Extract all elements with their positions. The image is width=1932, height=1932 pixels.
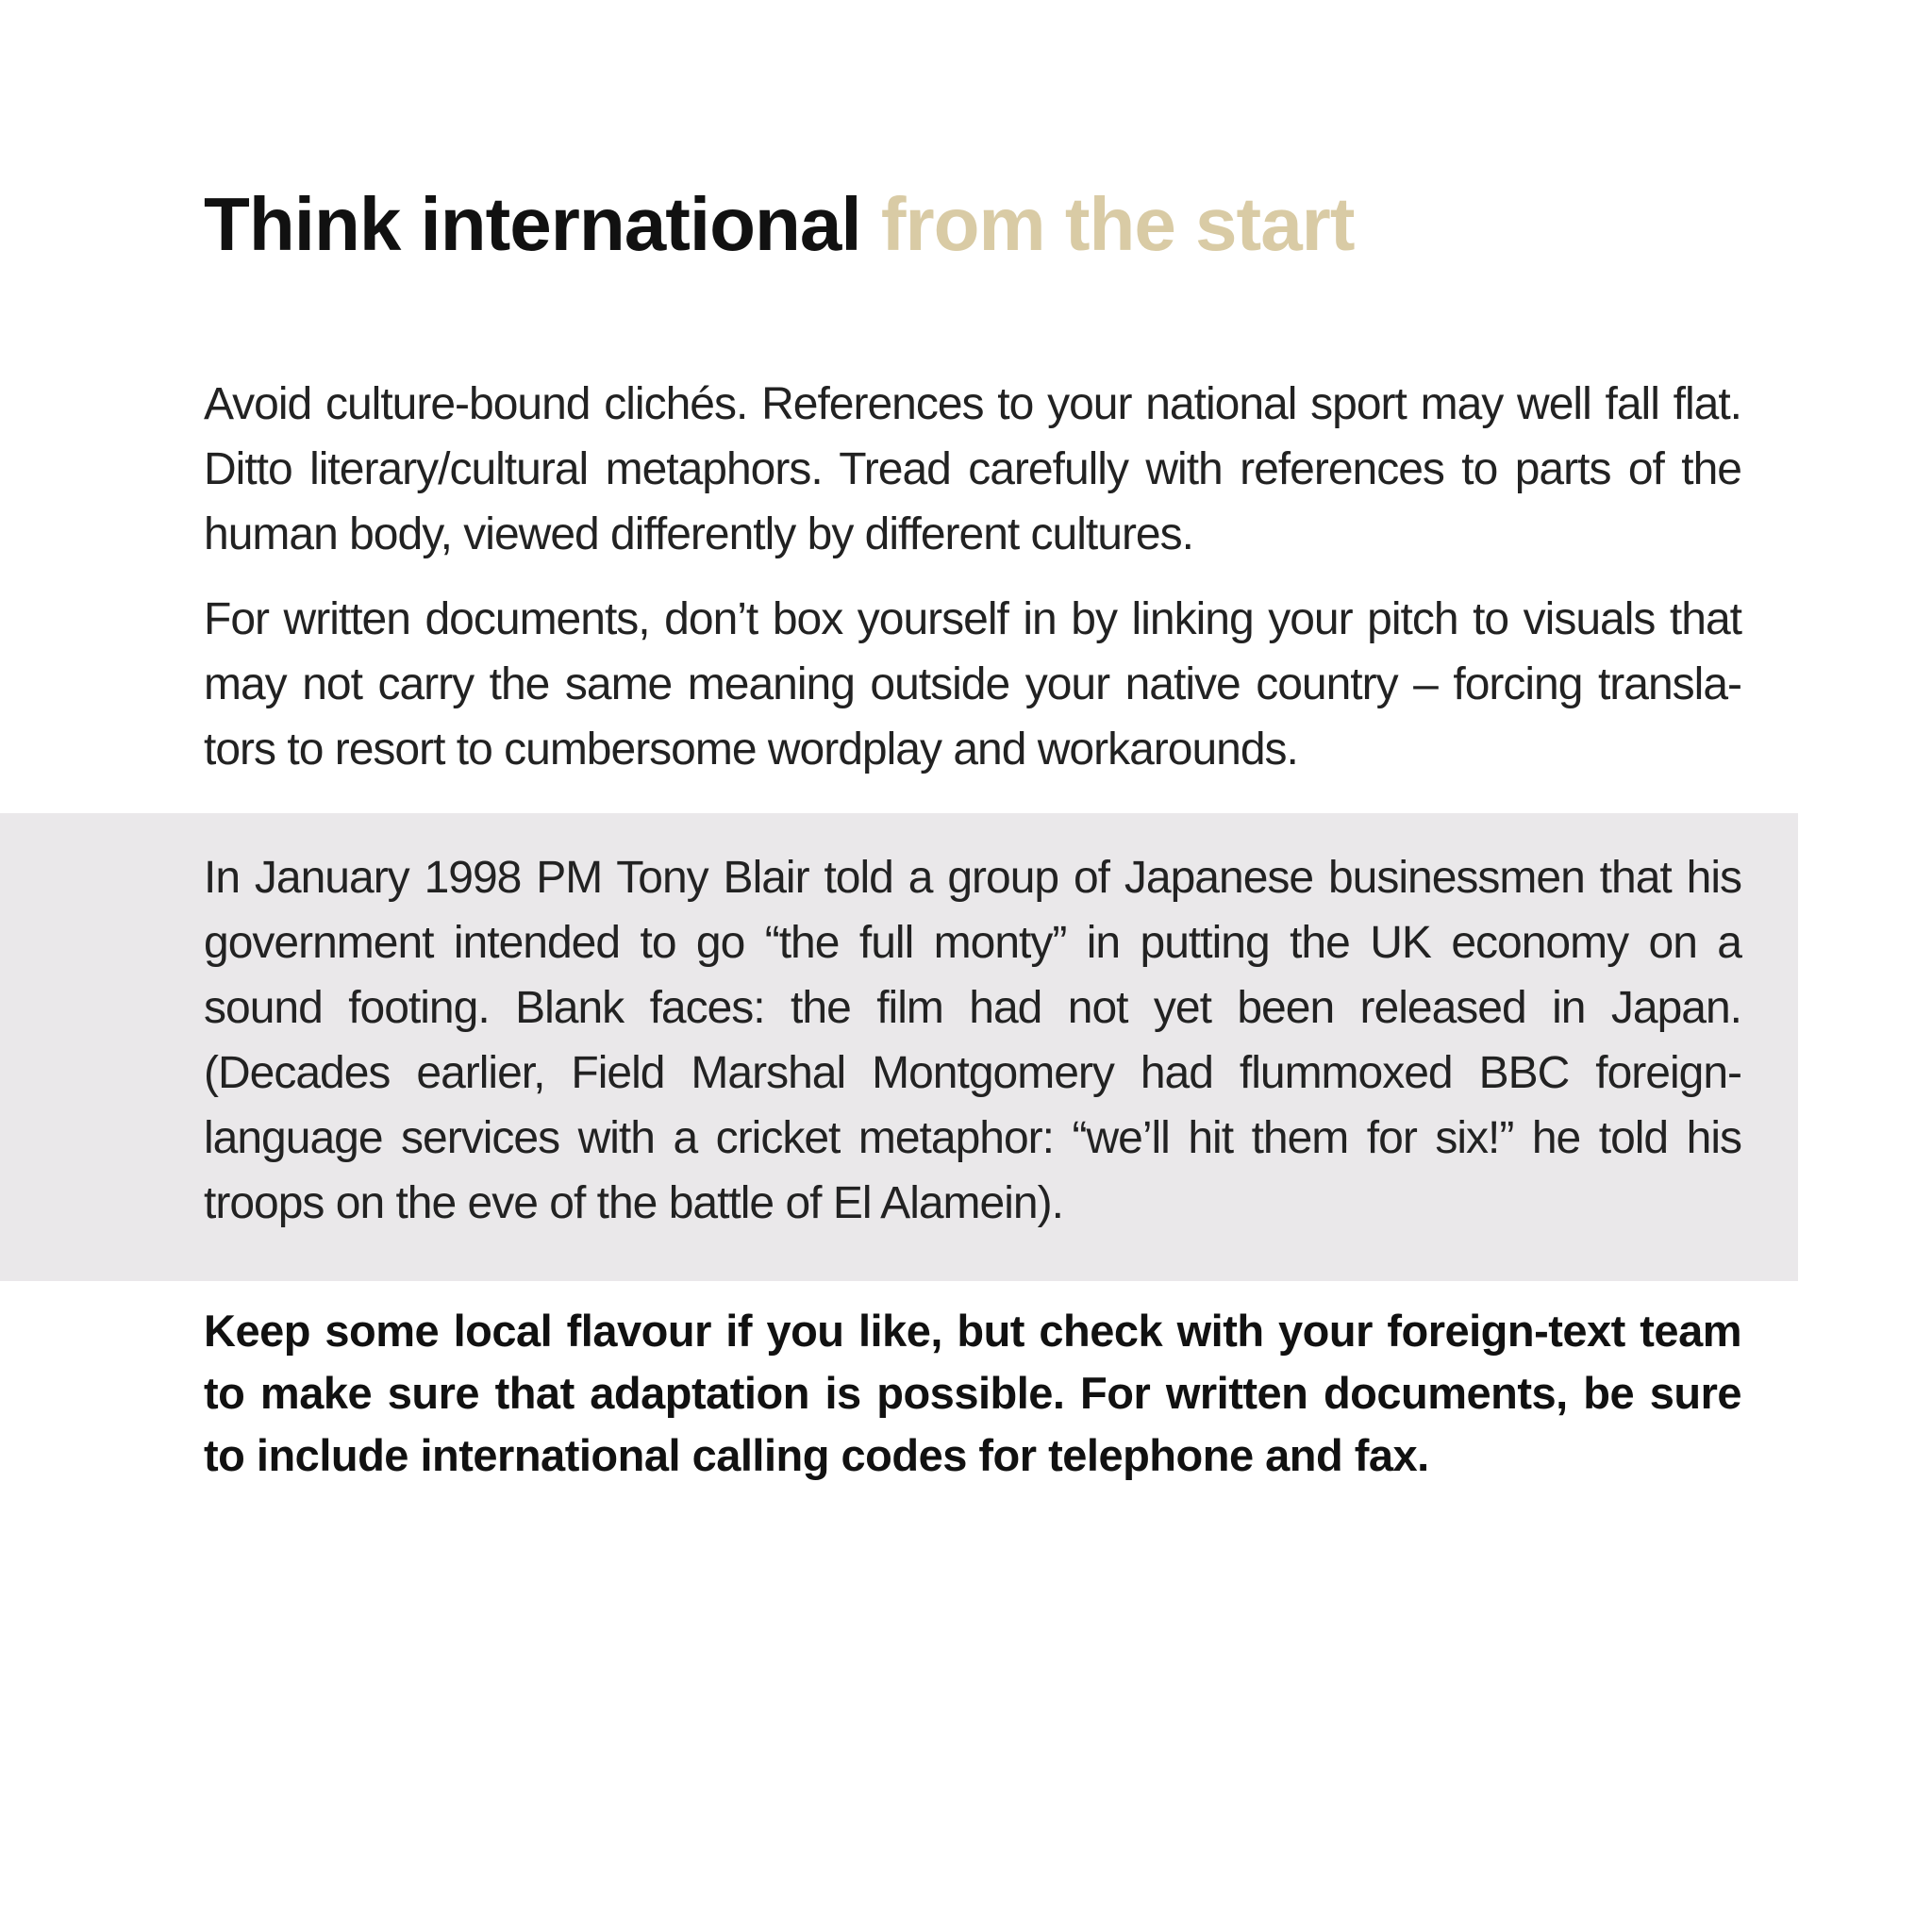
title-main: Think international xyxy=(204,182,861,266)
paragraph-visuals: For written documents, don’t box yourself in by linking your pitch to visuals that may not carry the same meaning outside your native country – forcing transla-tors to resort to cumbersome wordplay and workarounds. xyxy=(204,594,1741,774)
page-title xyxy=(204,181,1354,268)
advice-paragraph: Keep some local flavour if you like, but check with your foreign-text team to make sure that adaptation is possible. For written documents, be sure to include international calling codes for telephone and fax. xyxy=(204,1306,1741,1480)
callout-text: In January 1998 PM Tony Blair told a group of Japanese businessmen that his government intended to go “the full monty” in putting the UK economy on a sound footing. Blank faces: the film had not yet been released in Japan. (Decades earlier, Field Marshal Montgomery had flummoxed BBC foreign-language services with a cricket metaphor: “we’ll hit them for six!” he told his troops on the eve of the battle of El Alamein). xyxy=(204,853,1741,1228)
paragraph-cliches: Avoid culture-bound clichés. References to your national sport may well fall flat. Ditto literary/cultural metaphors. Tread carefully with references to parts of the human body, viewed differently by different cultures. xyxy=(204,379,1741,559)
title-accent: from the start xyxy=(880,182,1355,266)
